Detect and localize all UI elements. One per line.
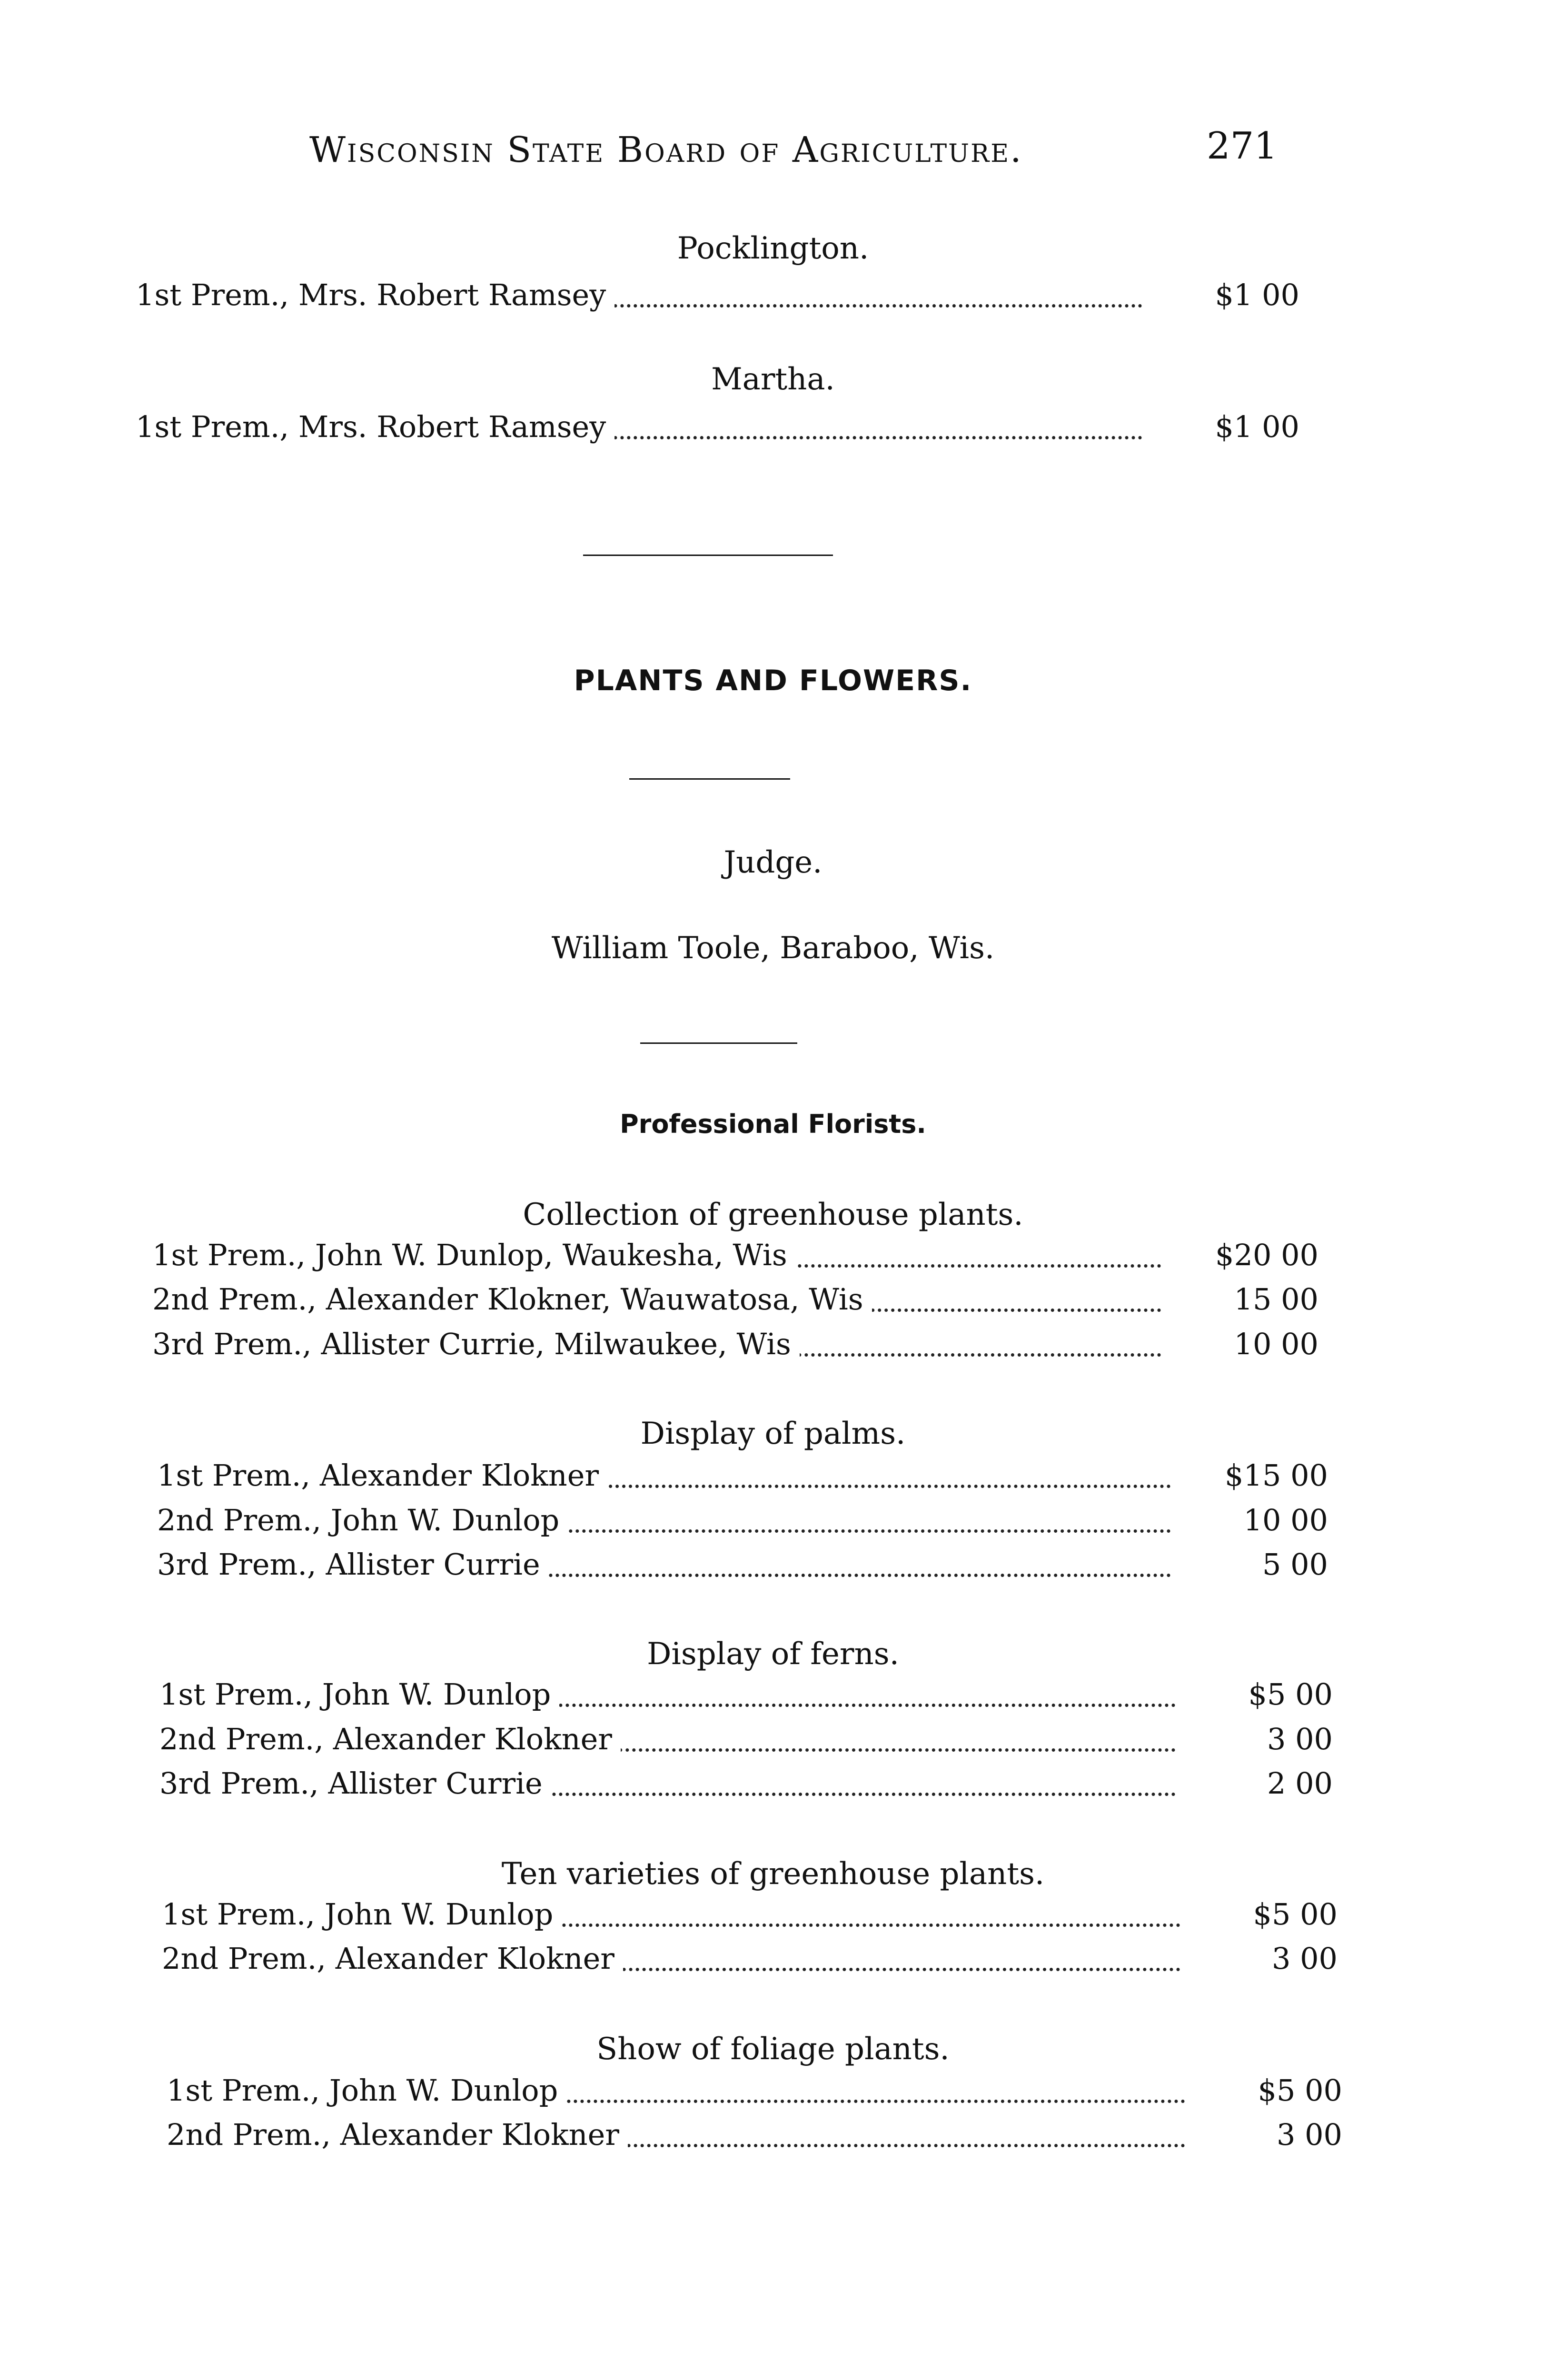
- entry-label: 1st Prem., John W. Dunlop: [167, 2073, 566, 2108]
- judge-name: William Toole, Baraboo, Wis.: [551, 931, 995, 966]
- class-heading: Display of palms.: [640, 1416, 906, 1451]
- entry-label: 1st Prem., John W. Dunlop: [159, 1677, 559, 1712]
- class-heading: Collection of greenhouse plants.: [523, 1197, 1023, 1232]
- entry-amount: $20 00: [1215, 1238, 1318, 1272]
- entry-amount: $1 00: [1215, 409, 1299, 444]
- premium-entry: [167, 2117, 1342, 2155]
- entry-label: 2nd Prem., John W. Dunlop: [157, 1503, 568, 1537]
- premium-entry: [152, 1282, 1318, 1320]
- premium-entry: [157, 1503, 1328, 1541]
- premium-entry: [167, 2073, 1342, 2111]
- entry-amount: $15 00: [1225, 1458, 1328, 1493]
- section-title: PLANTS AND FLOWERS.: [574, 664, 972, 697]
- entry-amount: 15 00: [1234, 1282, 1318, 1317]
- entry-amount: 3 00: [1267, 1722, 1333, 1756]
- section-divider: [640, 1042, 797, 1044]
- premium-entry: [152, 1327, 1318, 1365]
- entry-label: 3rd Prem., Allister Currie, Milwaukee, Wis: [152, 1327, 800, 1361]
- entry-amount: 10 00: [1234, 1327, 1318, 1361]
- entry-label: 3rd Prem., Allister Currie: [159, 1766, 551, 1801]
- premium-entry: [159, 1722, 1333, 1760]
- entry-amount: 3 00: [1271, 1941, 1338, 1976]
- entry-amount: 2 00: [1267, 1766, 1333, 1801]
- section-divider: [629, 778, 790, 780]
- class-heading-pocklington: Pocklington.: [677, 231, 869, 266]
- running-title: Wisconsin State Board of Agriculture.: [309, 129, 1023, 170]
- premium-entry: [162, 1941, 1338, 1979]
- entry-amount: $5 00: [1258, 2073, 1342, 2108]
- entry-label: 2nd Prem., Alexander Klokner: [167, 2117, 628, 2152]
- entry-amount: $1 00: [1215, 278, 1299, 312]
- premium-entry: [152, 1238, 1318, 1276]
- entry-label: 2nd Prem., Alexander Klokner: [162, 1941, 623, 1976]
- entry-amount: 10 00: [1243, 1503, 1328, 1537]
- entry-label: 1st Prem., Alexander Klokner: [157, 1458, 607, 1493]
- entry-label: 2nd Prem., Alexander Klokner, Wauwatosa, Wis: [152, 1282, 872, 1317]
- premium-entry: [162, 1897, 1338, 1935]
- entry-label: 2nd Prem., Alexander Klokner: [159, 1722, 621, 1756]
- entry-label: 1st Prem., Mrs. Robert Ramsey: [136, 278, 614, 312]
- entry-amount: 5 00: [1262, 1547, 1328, 1582]
- entry-label: 3rd Prem., Allister Currie: [157, 1547, 549, 1582]
- judge-heading: Judge.: [723, 845, 823, 880]
- subsection-title: Professional Florists.: [620, 1109, 926, 1139]
- premium-entry: [159, 1677, 1333, 1715]
- premium-entry: [159, 1766, 1333, 1804]
- entry-amount: $5 00: [1248, 1677, 1333, 1712]
- premium-entry: [157, 1458, 1328, 1496]
- entry-label: 1st Prem., John W. Dunlop, Waukesha, Wis: [152, 1238, 796, 1272]
- class-heading: Ten varieties of greenhouse plants.: [501, 1856, 1045, 1892]
- premium-entry: [157, 1547, 1328, 1585]
- premium-entry: [136, 278, 1299, 316]
- entry-label: 1st Prem., Mrs. Robert Ramsey: [136, 409, 614, 444]
- entry-amount: 3 00: [1276, 2117, 1342, 2152]
- page-number: 271: [1207, 125, 1278, 168]
- class-heading-martha: Martha.: [711, 362, 835, 397]
- class-heading: Display of ferns.: [647, 1636, 899, 1672]
- running-head: [0, 125, 1546, 177]
- entry-label: 1st Prem., John W. Dunlop: [162, 1897, 562, 1932]
- section-divider: [583, 555, 833, 556]
- premium-entry: [136, 409, 1299, 447]
- class-heading: Show of foliage plants.: [596, 2032, 950, 2067]
- entry-amount: $5 00: [1253, 1897, 1338, 1932]
